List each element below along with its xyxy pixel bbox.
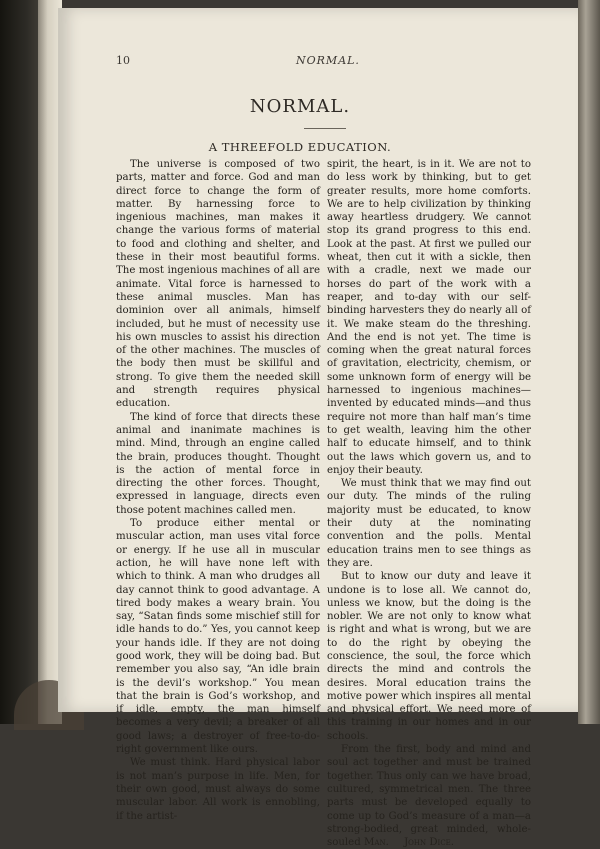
running-head: NORMAL. [296,54,360,67]
page-header [116,54,556,70]
right-column [327,158,531,849]
paragraph: The kind of force that directs these animal and inanimate machines is mind. Mind, through an engine called the brain, produces thought. Thought is the action of mental force in directing the other forces. Thought, expressed in language, directs even those potent machines called men. [116,411,320,516]
paragraph: The universe is composed of two parts, matter and force. God and man direct force to change the form of matter. By harnessing force to ingenious machines, man makes it change the various forms of material to food and clothing and shelter, and these in their most beautiful forms. The most ingenious machines of all are animate. Vital force is harnessed to these animal muscles. Man has dominion over all animals, himself included, but he must of necessity use his own muscles to assist his direction of the other machines. The muscles of the body then must be skillful and strong. To give them the needed skill and strength requires physical education. [116,159,320,410]
paragraph-text: From the first, body and mind and soul act together and must be trained together. Thus only can we have broad, cultured, symmetrical men. The three parts must be developed equally to come up to God’s measure of a man—a strong-bodied, great minded, whole-souled [327,744,531,849]
article-title: NORMAL. [249,96,351,117]
paragraph: spirit, the heart, is in it. We are not to do less work by thinking, but to get greater results, more home comforts. We are to help civilization by thinking away heartless drudgery. We cannot stop its grand progress to this end. Look at the past. At first we pulled our wheat, then cut it with a sickle, then with a cradle, next we made our horses do part of the work with a reaper, and to-day with our self-binding harvesters they do nearly all of it. We make steam do the threshing. And the end is not yet. The time is coming when the great natural forces of gravitation, electricity, chemism, or some unknown form of energy will be harnessed to ingenious machines—invented by educated minds—and thus require not more than half man’s time to get wealth, leaving him the other half to educate himself, and to think out the laws which govern us, and to enjoy their beauty. [327,159,531,476]
paragraph: We must think. Hard physical labor is not man’s purpose in life. Men, for their own good, must always do some muscular labor. All work is ennobling, if the artist- [116,757,320,822]
title-rule [304,128,346,129]
article-subtitle: A THREEFOLD EDUCATION. [208,140,392,154]
final-paragraph [327,743,531,849]
left-column [116,158,320,823]
page-number: 10 [116,54,130,67]
closing-word: Man. [363,837,389,849]
paragraph: To produce either mental or muscular action, man uses vital force or energy. If he use all in muscular action, he will have none left with which to think. A man who drudges all day cannot think to good advantage. A tired body makes a weary brain. You say, “Satan finds some mischief still for idle hands to do.” Yes, you cannot keep your hands idle. If they are not doing good work, they will be doing bad. But remember you also say, “An idle brain is the devil’s workshop.” You mean that the brain is God’s workshop, and if idle, empty, the man himself becomes a very devil; a breaker of all good laws; a destroyer of free-to-do-right government like ours. [116,518,320,756]
paragraph: But to know our duty and leave it undone is to lose all. We cannot do, unless we know, but the doing is the nobler. We are not only to know what is right and what is wrong, but we are to do the right by obeying the conscience, the soul, the force which directs the mind and controls the desires. Moral education trains the motive power which inspires all mental and physical effort. We need more of this training in our homes and in our schools. [327,571,531,742]
author-signature: John Dice. [404,837,455,849]
scan-background-right [578,0,600,724]
paragraph: We must think that we may find out our duty. The minds of the ruling majority must be educated, to know their duty at the nominating convention and the polls. Mental education trains men to see things as they are. [327,478,531,569]
